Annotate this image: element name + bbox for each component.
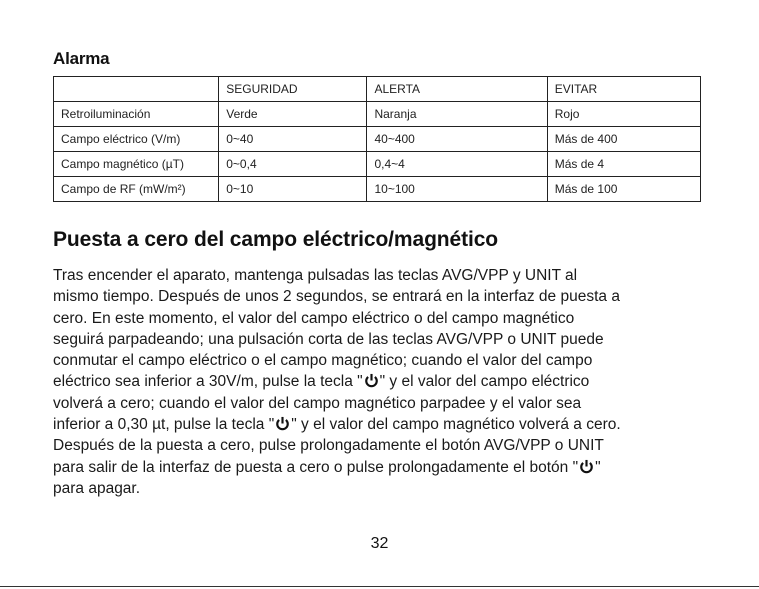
- page-number: 32: [370, 535, 389, 552]
- table-cell: 0,4~4: [367, 152, 547, 177]
- table-cell: Más de 100: [547, 177, 700, 202]
- paragraph-line: conmutar el campo eléctrico o el campo magnético; cuando el valor del campo: [53, 352, 593, 370]
- line-text: ": [595, 458, 601, 476]
- section-title: Puesta a cero del campo eléctrico/magnético: [53, 228, 499, 251]
- paragraph-line: [53, 457, 713, 478]
- paragraph-line: mismo tiempo. Después de unos 2 segundos, se entrará en la interfaz de puesta a: [53, 288, 620, 306]
- power-icon: [579, 459, 594, 474]
- paragraph-line: [53, 371, 713, 392]
- table-row: [54, 152, 701, 177]
- table-cell: Naranja: [367, 102, 547, 127]
- table-cell: 40~400: [367, 127, 547, 152]
- paragraph-line: [53, 414, 713, 435]
- table-header-cell: SEGURIDAD: [219, 77, 367, 102]
- power-icon: [275, 416, 290, 431]
- table-cell: 10~100: [367, 177, 547, 202]
- table-cell: Más de 4: [547, 152, 700, 177]
- table-row: [54, 127, 701, 152]
- alarm-title: Alarma: [53, 49, 110, 68]
- table-cell: 0~40: [219, 127, 367, 152]
- table-row: [54, 177, 701, 202]
- paragraph-line: Tras encender el aparato, mantenga pulsadas las teclas AVG/VPP y UNIT al: [53, 267, 578, 284]
- line-text: eléctrico sea inferior a 30V/m, pulse la tecla ": [53, 373, 363, 391]
- table-header-cell: [54, 77, 219, 102]
- line-text: " y el valor del campo magnético volverá a cero.: [291, 416, 621, 434]
- table-cell: Retroiluminación: [54, 102, 219, 127]
- paragraph-line: para apagar.: [53, 479, 141, 497]
- table-header-row: [54, 77, 701, 102]
- table-cell: Rojo: [547, 102, 700, 127]
- table-header-cell: ALERTA: [367, 77, 547, 102]
- paragraph-line: cero. En este momento, el valor del campo eléctrico o del campo magnético: [53, 309, 575, 327]
- paragraph-line: seguirá parpadeando; una pulsación corta de las teclas AVG/VPP o UNIT puede: [53, 330, 604, 348]
- alarm-table: [53, 76, 701, 202]
- line-text: " y el valor del campo eléctrico: [379, 373, 590, 391]
- table-row: [54, 102, 701, 127]
- table-header-cell: EVITAR: [547, 77, 700, 102]
- table-cell: Más de 400: [547, 127, 700, 152]
- table-cell: Campo magnético (µT): [54, 152, 219, 177]
- table-cell: Campo eléctrico (V/m): [54, 127, 219, 152]
- bottom-divider: [0, 586, 759, 587]
- table-cell: 0~0,4: [219, 152, 367, 177]
- paragraph-line: volverá a cero; cuando el valor del campo magnético parpadee y el valor sea: [53, 394, 582, 412]
- table-cell: 0~10: [219, 177, 367, 202]
- line-text: inferior a 0,30 µt, pulse la tecla ": [53, 416, 275, 434]
- table-cell: Campo de RF (mW/m²): [54, 177, 219, 202]
- table-cell: Verde: [219, 102, 367, 127]
- power-icon: [364, 373, 379, 388]
- paragraph-line: Después de la puesta a cero, pulse prolongadamente el botón AVG/VPP o UNIT: [53, 437, 604, 455]
- line-text: para salir de la interfaz de puesta a cero o pulse prolongadamente el botón ": [53, 458, 579, 476]
- body-paragraph: [53, 265, 713, 499]
